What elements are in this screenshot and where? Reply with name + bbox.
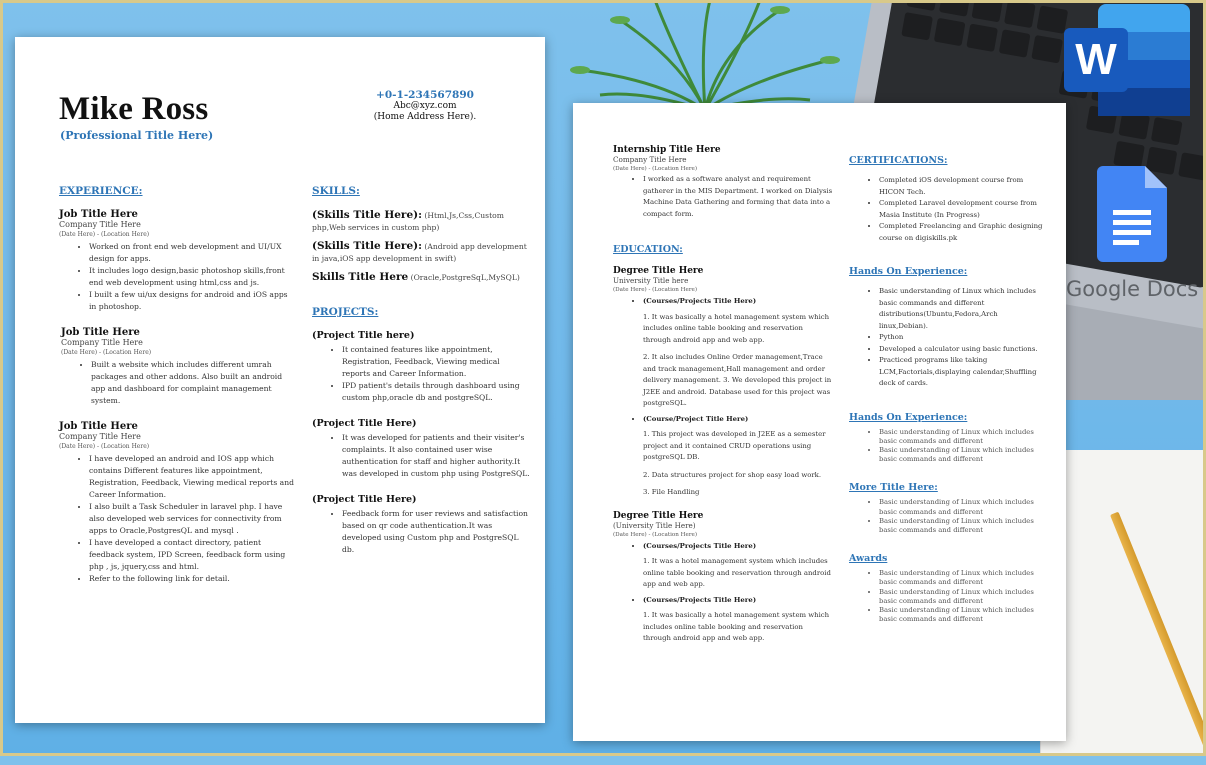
internship-bullet: • I worked as a software analyst and requirement gatherer in the MIS Department. I worked on Dialysis Machine Data Gathering and forming that data into a compact form. bbox=[643, 174, 833, 220]
project-bullet: • IPD patient's details through dashboard using custom php,oracle db and postgreSQL. bbox=[342, 380, 530, 404]
award-item: • Basic understanding of Linux which includes basic commands and different bbox=[879, 569, 1045, 587]
internship-title: Internship Title Here bbox=[613, 145, 721, 155]
job-bullet: • It includes logo design,basic photoshop skills,front end web development using html,css and js. bbox=[89, 265, 297, 289]
university-title: (University Title Here) bbox=[613, 520, 696, 530]
certification-item: • Completed Laravel development course from Masia Institute (In Progress) bbox=[879, 198, 1045, 221]
skill-item bbox=[312, 271, 530, 284]
job-bullet: • Refer to the following link for detail. bbox=[89, 573, 297, 585]
experience-section bbox=[59, 185, 297, 585]
certification-item: • Completed Freelancing and Graphic designing course on digiskills.pk bbox=[879, 221, 1045, 244]
project-title: (Project Title here) bbox=[312, 330, 415, 341]
award-item: • Basic understanding of Linux which includes basic commands and different bbox=[879, 606, 1045, 624]
job-bullet: • I built a few ui/ux designs for android and iOS apps in photoshop. bbox=[89, 289, 297, 313]
course-line: 1. It was basically a hotel management system which includes online table booking and reservation through android app and web app. bbox=[643, 312, 830, 344]
job-bullet: • I have developed an android and IOS app which contains Different features like appointment, Registration, Feedback, Viewing medical reports and Career Information. bbox=[89, 453, 297, 501]
job-bullet: • Built a website which includes different umrah packages and other addons. Also built an android app and dashboard for complaint management system. bbox=[91, 359, 297, 407]
project-title: (Project Title Here) bbox=[312, 418, 417, 429]
job-entry bbox=[59, 209, 297, 313]
course-line: 3. File Handling bbox=[643, 488, 700, 496]
job-date: (Date Here) - (Location Here) bbox=[61, 349, 152, 356]
word-logo-icon bbox=[1064, 4, 1190, 116]
projects-heading: PROJECTS: bbox=[312, 306, 379, 318]
company-title: Company Title Here bbox=[59, 432, 141, 441]
skill-item bbox=[312, 240, 530, 265]
skill-title: (Skills Title Here): bbox=[312, 209, 422, 221]
project-entry bbox=[312, 418, 530, 480]
course-line: 2. It also includes Online Order management,Trace and track management,Hall management and order delivery management. 3. We developed this project in J2EE and android. Database used for this project was postgreSQL. bbox=[643, 353, 832, 407]
contact-block bbox=[335, 90, 515, 123]
skill-detail: (Html,Js,Css,Custom php,Web services in custom php) bbox=[312, 211, 504, 232]
contact-address: (Home Address Here). bbox=[373, 112, 477, 122]
degree-entry bbox=[613, 511, 833, 645]
resume-page-2 bbox=[573, 103, 1066, 741]
degree-title: Degree Title Here bbox=[613, 510, 704, 521]
hands-on-item: • Developed a calculator using basic functions. bbox=[879, 344, 1045, 356]
job-bullet: • I also built a Task Scheduler in laravel php. I have also developed web services for connectivity from apps to Oracle,PostgresQL and mysql . bbox=[89, 501, 297, 537]
degree-date: (Date Here) - (Location Here) bbox=[613, 531, 698, 538]
company-title: Company Title Here bbox=[59, 220, 141, 229]
job-date: (Date Here) - (Location Here) bbox=[59, 231, 150, 238]
skill-title: Skills Title Here bbox=[312, 271, 409, 283]
degree-date: (Date Here) - (Location Here) bbox=[613, 287, 698, 293]
skill-item bbox=[312, 209, 530, 234]
project-entry bbox=[312, 494, 530, 556]
company-title: Company Title Here bbox=[61, 338, 143, 347]
certifications-heading: CERTIFICATIONS: bbox=[849, 155, 948, 166]
project-title: (Project Title Here) bbox=[312, 494, 417, 505]
hands-on-item: • Practiced programs like taking LCM,Factorials,displaying calendar,Shuffling deck of cards. bbox=[879, 355, 1045, 390]
contact-phone: +0-1-234567890 bbox=[376, 89, 474, 101]
course-line: 2. Data structures project for shop easy load work. bbox=[643, 470, 822, 479]
award-item: • Basic understanding of Linux which includes basic commands and different bbox=[879, 588, 1045, 606]
internship-date: (Date Here) - (Location Here) bbox=[613, 166, 698, 172]
job-title: Job Title Here bbox=[59, 209, 138, 220]
job-bullet: • I have developed a contact directory, patient feedback system, IPD Screen, feedback form using php , js, jquery,css and html. bbox=[89, 537, 297, 573]
degree-title: Degree Title Here bbox=[613, 266, 704, 276]
hands-on-heading: Hands On Experience: bbox=[849, 411, 968, 423]
project-entry bbox=[312, 330, 530, 404]
job-title: Job Title Here bbox=[59, 421, 138, 432]
hands-on-item: • Basic understanding of Linux which includes basic commands and different bbox=[879, 446, 1045, 464]
course-title: • (Courses/Projects Title Here) bbox=[643, 541, 833, 553]
google-docs-label: Google Docs bbox=[1066, 277, 1199, 301]
more-title-heading: More Title Here: bbox=[849, 482, 938, 494]
education-heading: EDUCATION: bbox=[613, 244, 683, 255]
course-line: 1. This project was developed in J2EE as a semester project and it contained CRUD operations using postgreSQL DB. bbox=[643, 430, 826, 461]
page2-right-column bbox=[849, 155, 1045, 624]
job-entry bbox=[59, 421, 297, 585]
hands-on-heading: Hands On Experience: bbox=[849, 266, 968, 277]
skill-title: (Skills Title Here): bbox=[312, 240, 422, 252]
job-date: (Date Here) - (Location Here) bbox=[59, 443, 150, 450]
hands-on-item: • Basic understanding of Linux which includes basic commands and different distributions(Ubuntu,Fedora,Arch linux,Debian). bbox=[879, 286, 1045, 332]
job-title: Job Title Here bbox=[61, 327, 140, 338]
skill-detail: (Oracle,PostgreSqL,MySQL) bbox=[408, 273, 520, 282]
skills-heading: SKILLS: bbox=[312, 185, 360, 197]
company-title: Company Title Here bbox=[613, 155, 687, 164]
certification-item: • Completed iOS development course from HICON Tech. bbox=[879, 175, 1045, 198]
course-title: • (Course/Project Title Here) bbox=[643, 414, 833, 426]
hands-on-item: • Python bbox=[879, 332, 1045, 344]
skill-detail: (Android app development in java,iOS app development in swift) bbox=[312, 242, 527, 263]
project-bullet: • It was developed for patients and their visiter's complaints. It also contained user wise authentication for staff and higher authority.It was developed in custom php using PostgreSQL. bbox=[342, 432, 530, 480]
job-entry bbox=[59, 327, 297, 407]
project-bullet: • It contained features like appointment, Registration, Feedback, Viewing medical reports and Career Information. bbox=[342, 344, 530, 380]
university-title: University Title here bbox=[613, 276, 689, 285]
resume-page-1 bbox=[15, 37, 545, 723]
course-line: 1. It was basically a hotel management system which includes online table booking and reservation through android app and web app. bbox=[643, 611, 830, 642]
awards-heading: Awards bbox=[849, 553, 888, 565]
skills-section bbox=[312, 185, 530, 556]
resume-name: Mike Ross bbox=[59, 91, 209, 127]
hands-on-item: • Basic understanding of Linux which includes basic commands and different bbox=[879, 428, 1045, 446]
course-title: • (Courses/Projects Title Here) bbox=[643, 296, 833, 308]
word-logo-letter: W bbox=[1075, 35, 1117, 84]
contact-email: Abc@xyz.com bbox=[393, 101, 457, 111]
google-docs-logo-icon bbox=[1097, 166, 1167, 262]
internship-entry bbox=[613, 145, 833, 220]
more-title-item: • Basic understanding of Linux which includes basic commands and different bbox=[879, 498, 1045, 516]
course-line: 1. It was a hotel management system which includes online table booking and reservation through android app and web app. bbox=[643, 557, 831, 588]
degree-entry bbox=[613, 266, 833, 499]
project-bullet: • Feedback form for user reviews and satisfaction based on qr code authentication.It was developed using Custom php and PostgreSQL db. bbox=[342, 508, 530, 556]
experience-heading: EXPERIENCE: bbox=[59, 185, 143, 197]
course-title: • (Courses/Projects Title Here) bbox=[643, 595, 833, 607]
page2-left-column bbox=[613, 145, 833, 645]
more-title-item: • Basic understanding of Linux which includes basic commands and different bbox=[879, 517, 1045, 535]
professional-title: (Professional Title Here) bbox=[60, 129, 214, 142]
job-bullet: • Worked on front end web development and UI/UX design for apps. bbox=[89, 241, 297, 265]
